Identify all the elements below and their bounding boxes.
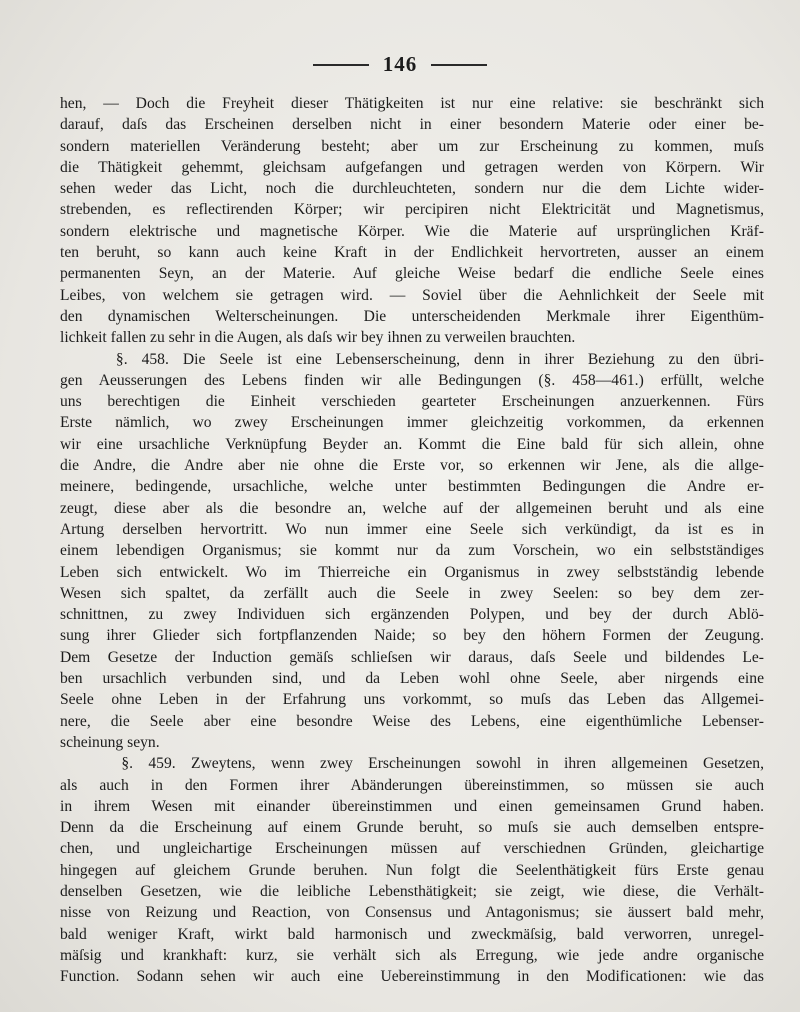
text-line: wir eine ursachliche Verknüpfung Beyder an. Kommt die Eine bald für sich allein, ohne — [60, 435, 764, 453]
text-line: Denn da die Erscheinung auf einem Grunde beruht, so muſs sie auch demselben entspre- — [60, 819, 764, 837]
header-rule-left — [313, 64, 369, 66]
text-line: zeugt, diese aber als die besondre an, welche auf der allgemeinen beruht und als eine — [60, 499, 764, 517]
text-line: permanenten Seyn, an der Materie. Auf gleiche Weise bedarf die endliche Seele eines — [60, 265, 764, 283]
text-line: denselben Gesetzen, wie die leibliche Lebensthätigkeit; sie zeigt, wie diese, die Verhält- — [60, 882, 764, 900]
text-line: hingegen auf gleichem Grunde beruhen. Nun folgt die Seelenthätigkeit fürs Erste genau — [60, 861, 764, 879]
text-line: hen, — Doch die Freyheit dieser Thätigkeiten ist nur eine relative: sie beschränkt sich — [60, 95, 764, 112]
text-line: nisse von Reizung und Reaction, von Consensus und Antagonismus; sie äussert bald mehr, — [60, 904, 764, 922]
text-line: den dynamischen Welterscheinungen. Die unterscheidenden Merkmale ihrer Eigenthüm- — [60, 307, 764, 325]
text-line: Leben sich entwickelt. Wo im Thierreiche ein Organismus in zwey selbstständig lebende — [60, 563, 764, 581]
text-line: lichkeit fallen zu sehr in die Augen, als daſs wir bey ihnen zu verweilen brauchten. — [60, 329, 576, 347]
text-line: als auch in den Formen ihrer Abänderungen übereinstimmen, so müssen sie auch — [60, 776, 764, 794]
text-line: Seele ohne Leben in der Erfahrung uns vorkommt, so muſs das Leben das Allgemei- — [60, 691, 764, 709]
text-line: nere, die Seele aber eine besondre Weise des Lebens, eine eigenthümliche Lebenser- — [60, 712, 764, 730]
text-line: sondern materiellen Veränderung besteht; aber um zur Erscheinung zu kommen, muſs — [60, 137, 764, 155]
text-line: scheinung seyn. — [60, 733, 160, 751]
body-text — [60, 93, 764, 987]
text-line: schnittnen, zu zwey Individuen sich ergänzenden Polypen, und bey der durch Ablö- — [60, 606, 764, 624]
text-line: strebenden, es reflectirenden Körper; wir percipiren nicht Elektricität und Magnetismus, — [60, 201, 764, 219]
page-header — [0, 52, 800, 77]
text-line: Dem Gesetze der Induction gemäſs schlieſsen wir daraus, daſs Seele und bildendes Le- — [60, 648, 764, 666]
text-line: einem lebendigen Organismus; sie kommt nur da zum Vorschein, wo ein selbstständiges — [60, 542, 764, 560]
page-number: 146 — [382, 52, 418, 76]
text-line: darauf, daſs das Erscheinen derselben nicht in einer besondern Materie oder einer be- — [60, 116, 764, 134]
text-line: sehen weder das Licht, noch die durchleuchteten, sondern nur die dem Lichte wider- — [60, 180, 764, 198]
text-line: mäſsig und krankhaft: kurz, sie verhält sich als Erregung, wie jede andre organische — [60, 946, 764, 964]
text-line: chen, und ungleichartige Erscheinungen müssen auf verschiednen Gründen, gleichartige — [60, 840, 764, 858]
text-line: ben ursachlich verbunden sind, und da Leben wohl ohne Seele, aber nirgends eine — [60, 670, 764, 688]
text-line: §. 459. Zweytens, wenn zwey Erscheinungen sowohl in ihren allgemeinen Gesetzen, — [60, 755, 764, 773]
text-line: Leibes, von welchem sie getragen wird. — Soviel über die Aehnlichkeit der Seele mit — [60, 286, 764, 304]
text-line: Wesen sich spaltet, da zerfällt auch die Seele in zwey Seelen: so bey dem zer- — [60, 584, 764, 602]
header-rule-right — [431, 64, 487, 66]
text-line: uns berechtigen die Einheit verschieden gearteter Erscheinungen anzuerkennen. Fürs — [60, 393, 764, 411]
text-line: meinere, bedingende, ursachliche, welche unter bestimmten Bedingungen die Andre er- — [60, 478, 764, 496]
text-line: in ihrem Wesen mit einander übereinstimmen und einen gemeinsamen Grund haben. — [60, 797, 764, 815]
text-line: gen Aeusserungen des Lebens finden wir alle Bedingungen (§. 458—461.) erfüllt, welche — [60, 371, 764, 389]
text-line: sondern elektrische und magnetische Körper. Wie die Materie auf ursprünglichen Kräf- — [60, 222, 764, 240]
text-line: die Thätigkeit gehemmt, gleichsam aufgefangen und getragen werden von Körpern. Wir — [60, 158, 764, 176]
text-line: Artung derselben hervortritt. Wo nun immer eine Seele sich verkündigt, da ist es in — [60, 520, 764, 538]
text-line: Erste nämlich, wo zwey Erscheinungen immer gleichzeitig vorkommen, da erkennen — [60, 414, 764, 432]
text-line: die Andre, die Andre aber nie ohne die Erste vor, so erkennen wir Jene, als die allge- — [60, 457, 764, 475]
text-line: §. 458. Die Seele ist eine Lebenserscheinung, denn in ihrer Beziehung zu den übri- — [60, 350, 764, 368]
text-line: sung ihrer Glieder sich fortpflanzenden Naide; so bey den höhern Formen der Zeugung. — [60, 627, 764, 645]
text-line: Function. Sodann sehen wir auch eine Uebereinstimmung in den Modificationen: wie das — [60, 968, 764, 986]
text-line: bald weniger Kraft, wirkt bald harmonisch und zweckmäſsig, bald verworren, unregel- — [60, 925, 764, 943]
text-line: ten beruht, so kann auch keine Kraft in der Endlichkeit hervortreten, ausser an einem — [60, 244, 764, 262]
